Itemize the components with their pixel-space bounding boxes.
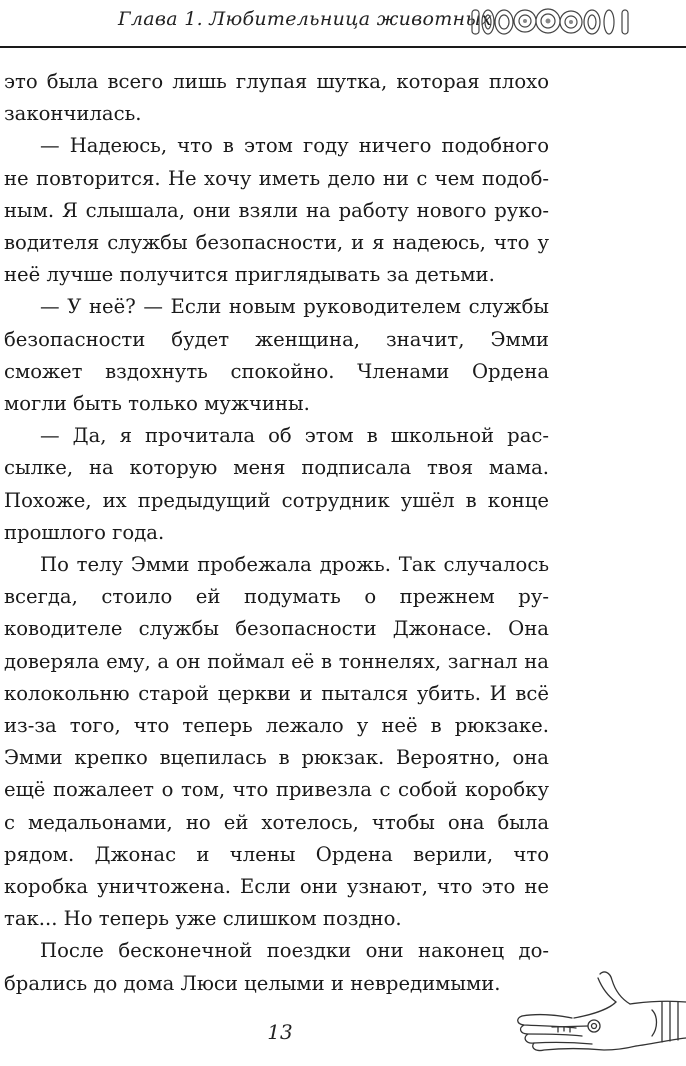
paragraph: — Надеюсь, что в этом году ничего подобного не повторится. Не хочу иметь дело ни с чем подобным. Я слышала, они взяли на работу нового руководителя службы безопасности, и я надеюсь, что у неё лучше получится приглядывать за детьми. (4, 134, 549, 287)
chapter-title: Глава 1. Любительница животных (118, 8, 493, 30)
paragraph: — Да, я прочитала об этом в школьной рассылке, на которую меня подписала твоя мама. Похоже, их предыдущий сотрудник ушёл в конце прошлого года. (4, 424, 549, 544)
paragraph: — У неё? — Если новым руководителем службы безопасности будет женщина, значит, Эмми сможет вздохнуть спокойно. Членами Ордена могли быть только мужчины. (4, 295, 549, 416)
paragraph: После бесконечной поездки они наконец добрались до дома Люси целыми и невредимыми. (4, 939, 549, 995)
paragraph: По телу Эмми пробежала дрожь. Так случалось всегда, стоило ей подумать о прежнем руководителе службы безопасности Джонасе. Она доверяла ему, а он поймал её в тоннелях, загнал на колокольню старой церкви и пытался убить. И всё из-за того, что теперь лежало у неё в рюкзаке. Эмми крепко вцепилась в рюкзак. Вероятно, она ещё пожалеет о том, что привезла с собой коробку с медальонами, но ей хотелось, чтобы она была рядом. Джонас и члены Ордена верили, что коробка уничтожена. Если они узнают, что это не так... Но теперь уже слишком поздно. (4, 553, 549, 931)
paragraph: это была всего лишь глупая шутка, которая плохо закончилась. (4, 70, 549, 126)
hand-with-key-icon (512, 966, 686, 1066)
header-divider (0, 46, 686, 48)
page-header (0, 0, 686, 60)
medallions-icon (470, 4, 635, 38)
page-number: 13 (267, 1020, 293, 1044)
body-text (4, 66, 549, 1000)
